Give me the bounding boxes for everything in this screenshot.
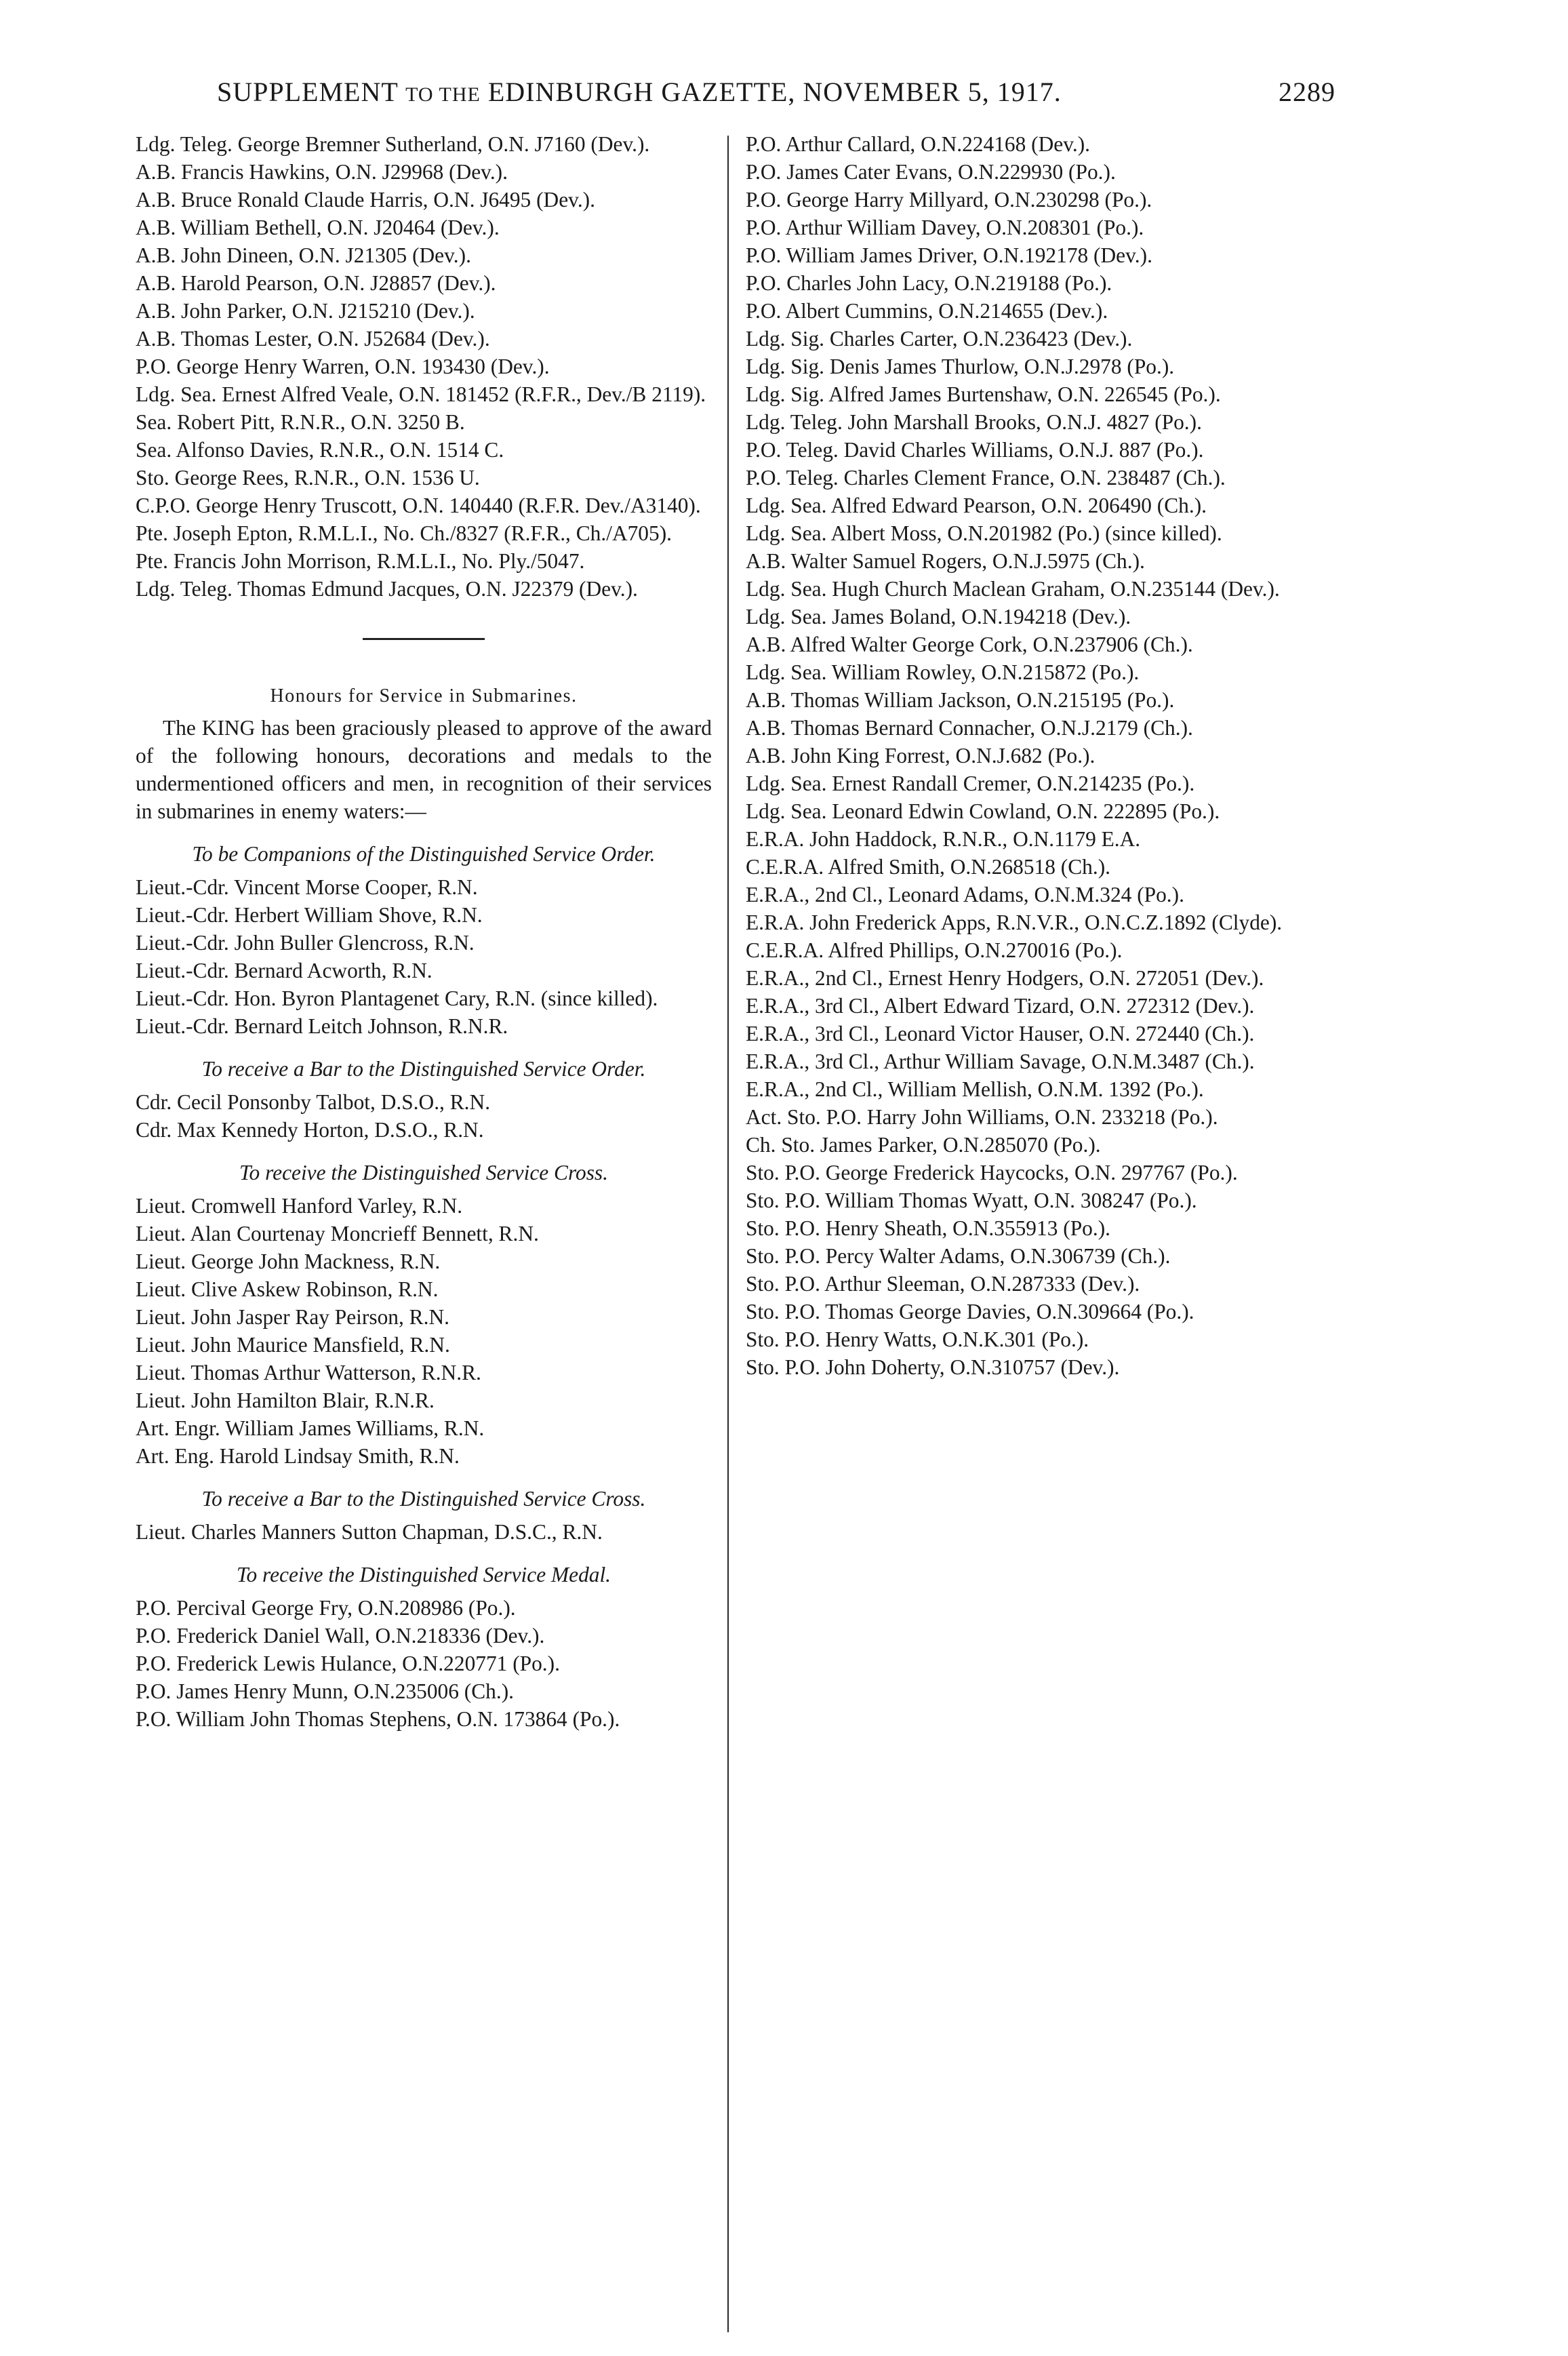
right-entries xyxy=(746,130,1322,1381)
award-heading: To receive the Distinguished Service Cross. xyxy=(239,1161,609,1184)
list-item: P.O. Arthur William Davey, O.N.208301 (Po.). xyxy=(746,216,1144,239)
list-item: A.B. Alfred Walter George Cork, O.N.237906 (Ch.). xyxy=(746,633,1193,656)
list-item: Sto. P.O. Henry Sheath, O.N.355913 (Po.). xyxy=(746,1216,1110,1240)
list-item: A.B. Thomas Bernard Connacher, O.N.J.2179 (Ch.). xyxy=(746,716,1193,740)
list-item: Sto. P.O. Thomas George Davies, O.N.309664 (Po.). xyxy=(746,1300,1194,1323)
list-item: Lieut. Clive Askew Robinson, R.N. xyxy=(136,1277,439,1301)
award-heading: To be Companions of the Distinguished Service Order. xyxy=(192,842,656,866)
column-divider xyxy=(727,136,729,2332)
list-item: Ldg. Sea. James Boland, O.N.194218 (Dev.). xyxy=(746,605,1131,628)
list-item: Lieut.-Cdr. Hon. Byron Plantagenet Cary, R.N. (since killed). xyxy=(136,986,658,1010)
list-item: E.R.A., 3rd Cl., Arthur William Savage, O.N.M.3487 (Ch.). xyxy=(746,1050,1255,1073)
list-item: P.O. Percival George Fry, O.N.208986 (Po.). xyxy=(136,1596,516,1620)
right-column xyxy=(746,130,1322,1381)
list-item: Sto. P.O. Henry Watts, O.N.K.301 (Po.). xyxy=(746,1327,1089,1351)
list-item: A.B. Walter Samuel Rogers, O.N.J.5975 (Ch.). xyxy=(746,549,1145,573)
left-top-entries xyxy=(136,130,712,603)
list-item: Art. Eng. Harold Lindsay Smith, R.N. xyxy=(136,1444,460,1468)
list-item: Ldg. Sea. William Rowley, O.N.215872 (Po.). xyxy=(746,660,1140,684)
header-to-the: TO THE xyxy=(405,83,481,106)
list-item: P.O. George Henry Warren, O.N. 193430 (Dev.). xyxy=(136,355,550,378)
award-group xyxy=(136,1055,712,1144)
list-item: E.R.A., 2nd Cl., Ernest Henry Hodgers, O.N. 272051 (Dev.). xyxy=(746,966,1264,990)
list-item: Ldg. Sea. Albert Moss, O.N.201982 (Po.) (since killed). xyxy=(746,521,1222,545)
list-item: Lieut. Alan Courtenay Moncrieff Bennett, R.N. xyxy=(136,1222,539,1245)
list-item: Lieut. George John Mackness, R.N. xyxy=(136,1250,441,1273)
list-item: P.O. Frederick Lewis Hulance, O.N.220771 (Po.). xyxy=(136,1652,560,1675)
list-item: Art. Engr. William James Williams, R.N. xyxy=(136,1416,485,1440)
list-item: Sto. P.O. John Doherty, O.N.310757 (Dev.). xyxy=(746,1355,1120,1379)
list-item: P.O. Arthur Callard, O.N.224168 (Dev.). xyxy=(746,132,1090,156)
list-item: Ldg. Sea. Hugh Church Maclean Graham, O.N.235144 (Dev.). xyxy=(746,577,1280,601)
award-groups xyxy=(136,840,712,1733)
list-item: Pte. Joseph Epton, R.M.L.I., No. Ch./8327 (R.F.R., Ch./A705). xyxy=(136,521,672,545)
list-item: Lieut. Thomas Arthur Watterson, R.N.R. xyxy=(136,1361,481,1384)
list-item: P.O. Teleg. Charles Clement France, O.N. 238487 (Ch.). xyxy=(746,466,1226,490)
list-item: Lieut.-Cdr. Herbert William Shove, R.N. xyxy=(136,903,483,927)
award-group xyxy=(136,1561,712,1733)
list-item: C.E.R.A. Alfred Phillips, O.N.270016 (Po.). xyxy=(746,938,1123,962)
list-item: E.R.A., 2nd Cl., William Mellish, O.N.M. 1392 (Po.). xyxy=(746,1077,1204,1101)
list-item: E.R.A., 3rd Cl., Albert Edward Tizard, O.N. 272312 (Dev.). xyxy=(746,994,1255,1018)
list-item: A.B. Bruce Ronald Claude Harris, O.N. J6495 (Dev.). xyxy=(136,188,595,212)
list-item: A.B. Francis Hawkins, O.N. J29968 (Dev.). xyxy=(136,160,508,184)
list-item: P.O. James Cater Evans, O.N.229930 (Po.). xyxy=(746,160,1116,184)
list-item: Lieut. John Hamilton Blair, R.N.R. xyxy=(136,1389,435,1412)
list-item: Sto. P.O. Percy Walter Adams, O.N.306739 (Ch.). xyxy=(746,1244,1171,1268)
header-title: EDINBURGH GAZETTE, NOVEMBER 5, 1917. xyxy=(487,77,1062,107)
list-item: Sea. Alfonso Davies, R.N.R., O.N. 1514 C. xyxy=(136,438,504,462)
list-item: Cdr. Cecil Ponsonby Talbot, D.S.O., R.N. xyxy=(136,1090,491,1114)
list-item: Lieut.-Cdr. Bernard Leitch Johnson, R.N.R. xyxy=(136,1014,508,1038)
list-item: Sea. Robert Pitt, R.N.R., O.N. 3250 B. xyxy=(136,410,465,434)
list-item: A.B. Thomas William Jackson, O.N.215195 (Po.). xyxy=(746,688,1175,712)
list-item: E.R.A. John Haddock, R.N.R., O.N.1179 E.A. xyxy=(746,827,1141,851)
list-item: Lieut. Charles Manners Sutton Chapman, D.S.C., R.N. xyxy=(136,1520,603,1544)
list-item: Ldg. Sea. Leonard Edwin Cowland, O.N. 222895 (Po.). xyxy=(746,799,1220,823)
award-heading: To receive the Distinguished Service Medal. xyxy=(236,1563,611,1586)
list-item: P.O. Frederick Daniel Wall, O.N.218336 (Dev.). xyxy=(136,1624,545,1648)
list-item: Ldg. Sea. Ernest Alfred Veale, O.N. 181452 (R.F.R., Dev./B 2119). xyxy=(136,382,706,406)
list-item: C.P.O. George Henry Truscott, O.N. 140440 (R.F.R. Dev./A3140). xyxy=(136,494,701,517)
list-item: P.O. William James Driver, O.N.192178 (Dev.). xyxy=(746,243,1152,267)
list-item: A.B. John Dineen, O.N. J21305 (Dev.). xyxy=(136,243,471,267)
section-title: Honours for Service in Submarines. xyxy=(270,685,578,706)
award-heading: To receive a Bar to the Distinguished Service Cross. xyxy=(201,1487,646,1511)
list-item: Lieut.-Cdr. John Buller Glencross, R.N. xyxy=(136,931,475,955)
header-supplement: SUPPLEMENT xyxy=(217,77,399,107)
list-item: Cdr. Max Kennedy Horton, D.S.O., R.N. xyxy=(136,1118,484,1142)
section-separator xyxy=(363,638,485,640)
list-item: C.E.R.A. Alfred Smith, O.N.268518 (Ch.). xyxy=(746,855,1110,879)
page-header xyxy=(217,76,1335,108)
list-item: P.O. Charles John Lacy, O.N.219188 (Po.). xyxy=(746,271,1112,295)
list-item: P.O. William John Thomas Stephens, O.N. 173864 (Po.). xyxy=(136,1707,620,1731)
list-item: Lieut.-Cdr. Bernard Acworth, R.N. xyxy=(136,959,433,982)
list-item: Ldg. Sea. Ernest Randall Cremer, O.N.214235 (Po.). xyxy=(746,772,1195,795)
list-item: E.R.A. John Frederick Apps, R.N.V.R., O.N.C.Z.1892 (Clyde). xyxy=(746,911,1283,934)
list-item: A.B. Harold Pearson, O.N. J28857 (Dev.). xyxy=(136,271,496,295)
list-item: Ldg. Sig. Alfred James Burtenshaw, O.N. 226545 (Po.). xyxy=(746,382,1221,406)
list-item: Ldg. Sig. Denis James Thurlow, O.N.J.2978 (Po.). xyxy=(746,355,1175,378)
list-item: P.O. Albert Cummins, O.N.214655 (Dev.). xyxy=(746,299,1108,323)
award-heading: To receive a Bar to the Distinguished Service Order. xyxy=(201,1057,646,1081)
list-item: P.O. James Henry Munn, O.N.235006 (Ch.). xyxy=(136,1679,515,1703)
list-item: A.B. John King Forrest, O.N.J.682 (Po.). xyxy=(746,744,1095,767)
list-item: A.B. William Bethell, O.N. J20464 (Dev.). xyxy=(136,216,500,239)
award-group xyxy=(136,840,712,1040)
list-item: A.B. John Parker, O.N. J215210 (Dev.). xyxy=(136,299,475,323)
list-item: Ldg. Teleg. Thomas Edmund Jacques, O.N. J22379 (Dev.). xyxy=(136,577,638,601)
list-item: Sto. George Rees, R.N.R., O.N. 1536 U. xyxy=(136,466,480,490)
list-item: E.R.A., 2nd Cl., Leonard Adams, O.N.M.324 (Po.). xyxy=(746,883,1184,906)
list-item: Lieut. Cromwell Hanford Varley, R.N. xyxy=(136,1194,463,1218)
list-item: Ldg. Sea. Alfred Edward Pearson, O.N. 206490 (Ch.). xyxy=(746,494,1207,517)
list-item: Ldg. Teleg. George Bremner Sutherland, O.N. J7160 (Dev.). xyxy=(136,132,650,156)
list-item: Pte. Francis John Morrison, R.M.L.I., No. Ply./5047. xyxy=(136,549,585,573)
list-item: Act. Sto. P.O. Harry John Williams, O.N. 233218 (Po.). xyxy=(746,1105,1218,1129)
list-item: Ldg. Sig. Charles Carter, O.N.236423 (Dev.). xyxy=(746,327,1133,351)
award-group xyxy=(136,1485,712,1546)
list-item: A.B. Thomas Lester, O.N. J52684 (Dev.). xyxy=(136,327,490,351)
list-item: Sto. P.O. William Thomas Wyatt, O.N. 308247 (Po.). xyxy=(746,1189,1197,1212)
list-item: E.R.A., 3rd Cl., Leonard Victor Hauser, O.N. 272440 (Ch.). xyxy=(746,1022,1255,1045)
list-item: Sto. P.O. George Frederick Haycocks, O.N. 297767 (Po.). xyxy=(746,1161,1238,1184)
award-group xyxy=(136,1159,712,1470)
list-item: P.O. Teleg. David Charles Williams, O.N.J. 887 (Po.). xyxy=(746,438,1204,462)
list-item: Ldg. Teleg. John Marshall Brooks, O.N.J. 4827 (Po.). xyxy=(746,410,1202,434)
list-item: Lieut.-Cdr. Vincent Morse Cooper, R.N. xyxy=(136,875,478,899)
list-item: P.O. George Harry Millyard, O.N.230298 (Po.). xyxy=(746,188,1152,212)
section-intro: The KING has been graciously pleased to approve of the award of the following honours, decorations and medals to the undermentioned officers and men, in recognition of their services in submarines in enemy waters:— xyxy=(136,716,712,823)
list-item: Sto. P.O. Arthur Sleeman, O.N.287333 (Dev.). xyxy=(746,1272,1140,1296)
list-item: Lieut. John Maurice Mansfield, R.N. xyxy=(136,1333,450,1357)
list-item: Lieut. John Jasper Ray Peirson, R.N. xyxy=(136,1305,449,1329)
left-column xyxy=(136,130,712,1733)
list-item: Ch. Sto. James Parker, O.N.285070 (Po.). xyxy=(746,1133,1101,1157)
page-number: 2289 xyxy=(1279,77,1335,107)
